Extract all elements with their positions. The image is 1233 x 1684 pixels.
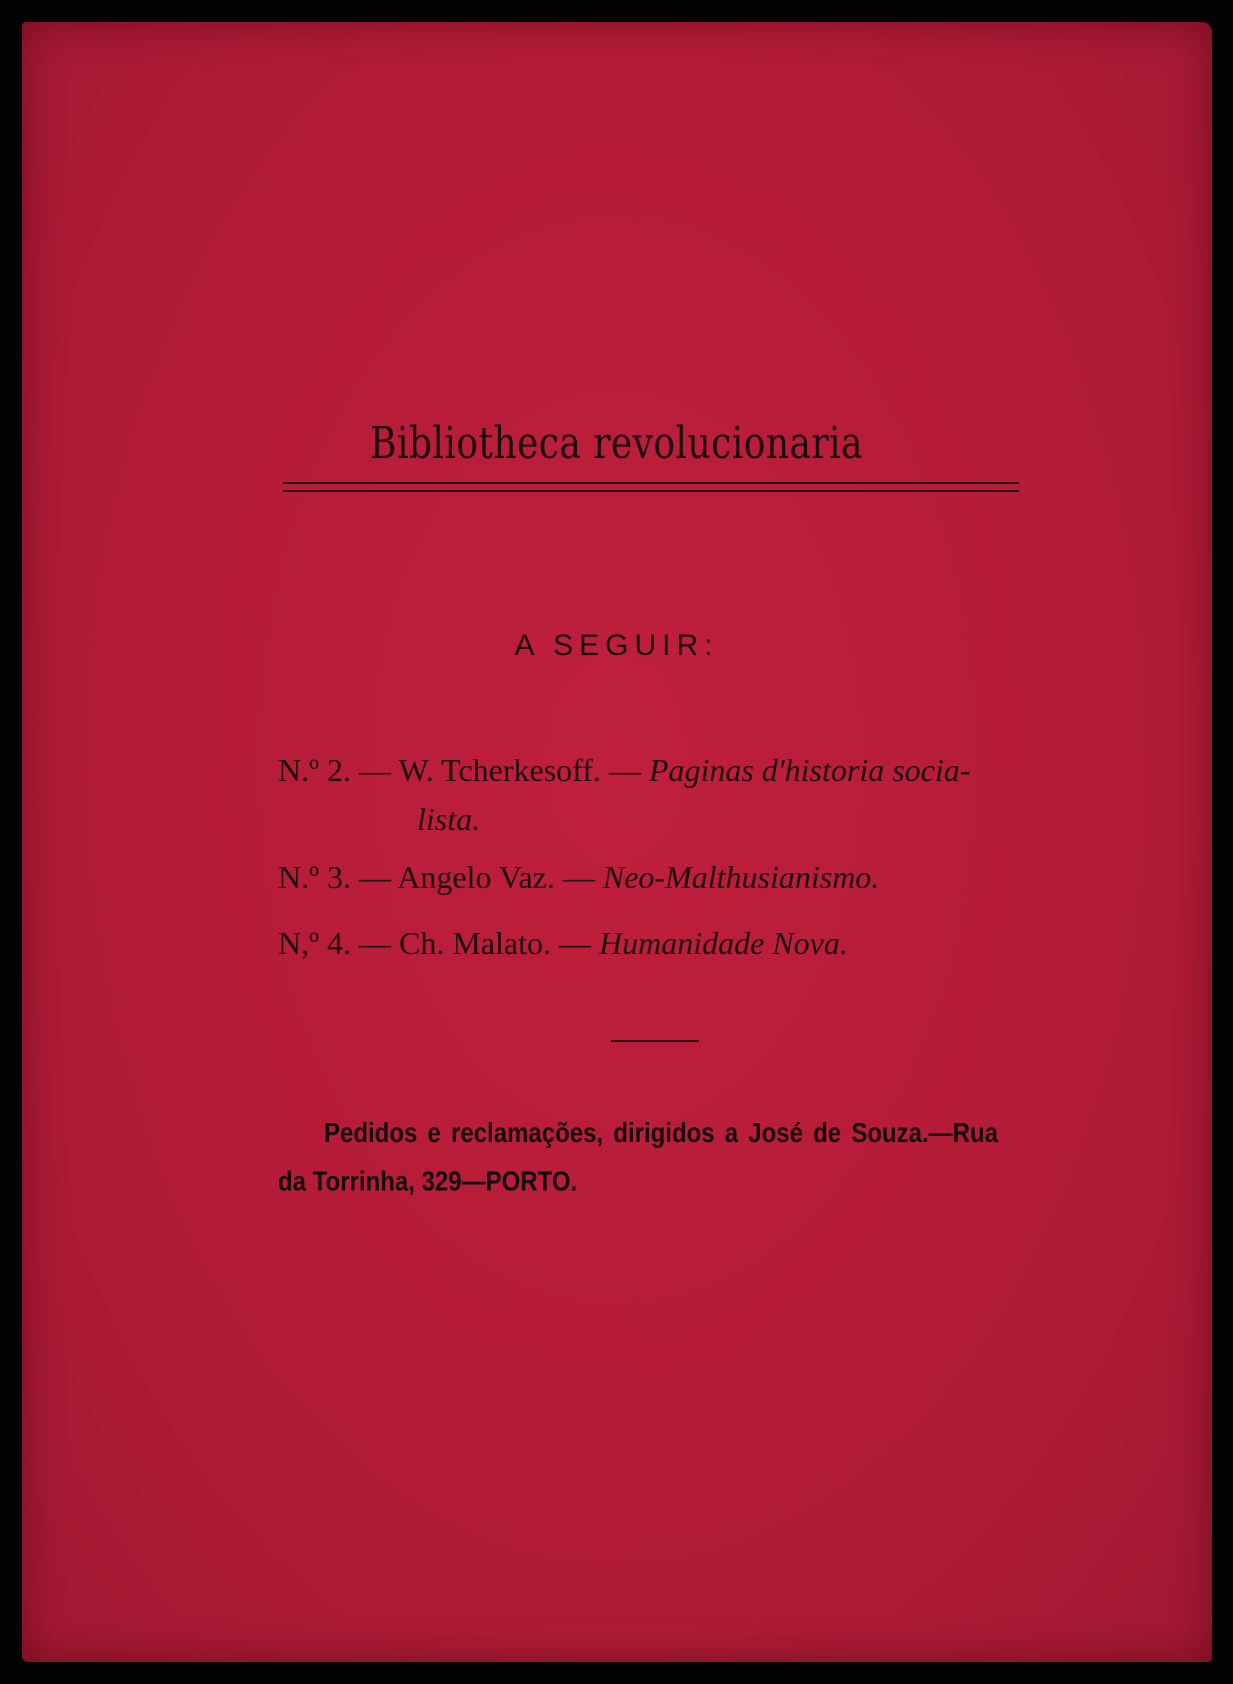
entry-work-continuation: lista.	[417, 801, 481, 837]
list-item	[278, 859, 879, 896]
entry-number: N.º 2.	[278, 752, 352, 788]
cover-page	[22, 22, 1212, 1662]
list-item	[278, 925, 848, 962]
list-item	[278, 752, 970, 789]
entry-work: Neo-Malthusianismo.	[602, 859, 880, 895]
entry-number: N,º 4.	[278, 925, 352, 961]
entry-author: — W. Tcherkesoff. —	[359, 752, 641, 788]
entry-work: Humanidade Nova.	[599, 925, 848, 961]
entry-work: Paginas d'historia socia-	[648, 752, 971, 788]
page-title: Bibliotheca revolucionaria	[370, 418, 863, 469]
title-double-rule	[283, 482, 1019, 492]
footer-note: Pedidos e reclamações, dirigidos a José de Souza.—Rua da Torrinha, 329—PORTO.	[278, 1118, 998, 1198]
subheading: A SEGUIR:	[514, 629, 719, 662]
entry-author: — Ch. Malato. —	[359, 925, 592, 961]
entry-author: — Angelo Vaz. —	[359, 859, 595, 895]
section-divider	[611, 1040, 699, 1042]
entry-number: N.º 3.	[278, 859, 352, 895]
